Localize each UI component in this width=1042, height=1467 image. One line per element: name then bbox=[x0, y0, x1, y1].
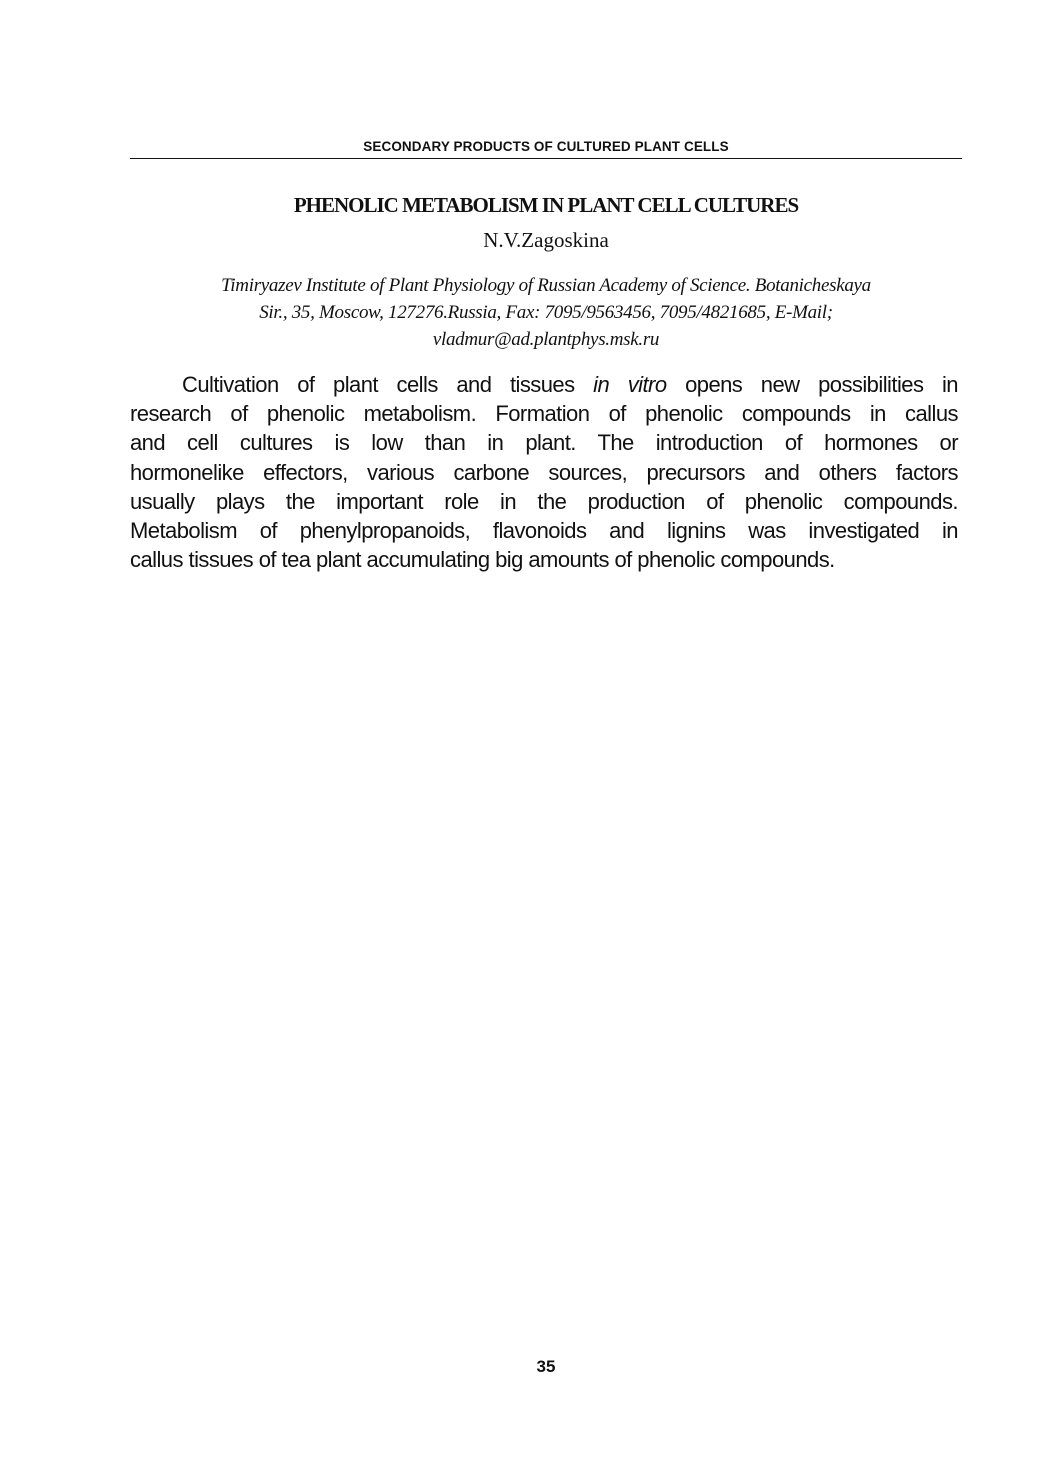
affiliation-email: vladmur@ad.plantphys.msk.ru bbox=[432, 329, 660, 350]
author-name: N.V.Zagoskina bbox=[483, 228, 609, 252]
abstract-line: hormonelike effectors, various carbone sources, precursors and others factors bbox=[130, 459, 958, 485]
abstract-line: and cell cultures is low than in plant. The introduction of hormones or bbox=[130, 430, 958, 456]
header-rule bbox=[130, 158, 962, 159]
page-number: 35 bbox=[536, 1357, 556, 1376]
abstract-line: Metabolism of phenylpropanoids, flavonoids and lignins was investigated in bbox=[130, 518, 958, 544]
article-title: PHENOLIC METABOLISM IN PLANT CELL CULTURES bbox=[293, 193, 799, 217]
abstract-text: Cultivation of plant cells and tissues bbox=[182, 372, 594, 397]
affiliation-line: Sir., 35, Moscow, 127276.Russia, Fax: 7095/9563456, 7095/4821685, E-Mail; bbox=[259, 302, 833, 323]
author-affiliation bbox=[120, 272, 972, 353]
abstract-line: usually plays the important role in the production of phenolic compounds. bbox=[130, 488, 958, 514]
abstract-line: research of phenolic metabolism. Formation of phenolic compounds in callus bbox=[130, 401, 958, 427]
abstract-paragraph bbox=[130, 370, 958, 574]
abstract-line bbox=[130, 370, 958, 399]
affiliation-line: Timiryazev Institute of Plant Physiology of Russian Academy of Science. Botanicheskaya bbox=[221, 275, 871, 296]
abstract-italic-term: in vitro bbox=[593, 372, 667, 397]
running-header: SECONDARY PRODUCTS OF CULTURED PLANT CELLS bbox=[363, 139, 729, 154]
abstract-line: callus tissues of tea plant accumulating big amounts of phenolic compounds. bbox=[130, 547, 835, 573]
abstract-text: opens new possibilities in bbox=[666, 372, 958, 397]
